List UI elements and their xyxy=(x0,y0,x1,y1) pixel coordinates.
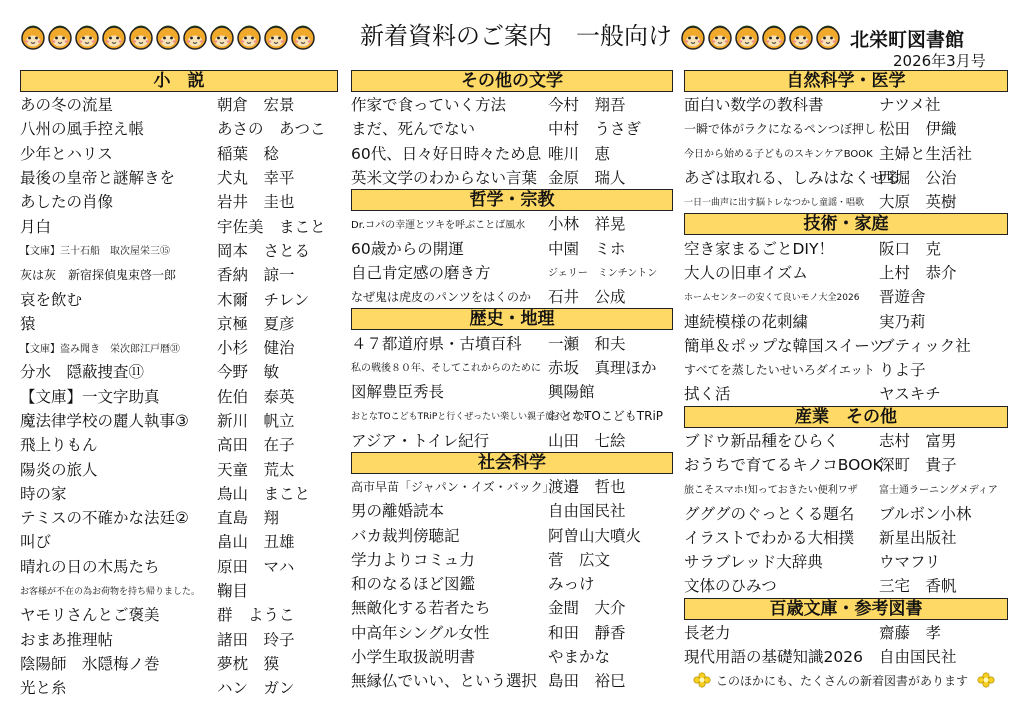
book-title: あの冬の流星 xyxy=(20,96,114,115)
book-author: 高田 在子 xyxy=(217,436,295,455)
book-title: 【文庫】盗み聞き 栄次郎江戸暦㉛ xyxy=(20,343,180,355)
pear-mascot-icon xyxy=(263,24,289,50)
book-title: お客様が不在の為お荷物を持ち帰りました。 xyxy=(20,586,201,597)
book-author: 志村 富男 xyxy=(879,431,957,450)
book-entry xyxy=(684,549,1008,573)
book-title: なぜ鬼は虎皮のパンツをはくのか xyxy=(351,289,532,304)
book-title: ヤモリさんとご褒美 xyxy=(20,606,160,625)
book-title: あざは取れる、しみはなくせる xyxy=(684,169,902,188)
book-entry xyxy=(684,573,1008,597)
book-title: 英米文学のわからない言葉 xyxy=(351,169,538,188)
book-title: 60代、日々好日時々ため息 xyxy=(351,144,542,163)
book-title: 晴れの日の木馬たち xyxy=(20,557,160,576)
book-entry xyxy=(684,92,1008,116)
book-entry xyxy=(20,432,338,456)
book-title: 拭く活 xyxy=(684,385,731,404)
section-heading: 産業 その他 xyxy=(684,406,1008,428)
book-entry xyxy=(20,189,338,213)
book-author: 岩井 圭也 xyxy=(217,193,295,212)
book-entry xyxy=(20,286,338,310)
book-title: 魔法律学校の麗人執事③ xyxy=(20,412,189,430)
page-title: 新着資料のご案内 一般向け xyxy=(360,22,672,50)
book-entry xyxy=(20,675,338,699)
book-entry xyxy=(351,595,673,619)
book-author: 諸田 玲子 xyxy=(217,630,295,649)
book-title: 哀を飲む xyxy=(20,290,83,309)
book-author: 晋遊舎 xyxy=(879,288,926,307)
book-entry xyxy=(351,116,673,140)
book-author: 直島 翔 xyxy=(217,509,280,528)
book-author: 小林 祥晃 xyxy=(548,215,626,234)
book-title: 和のなるほど図鑑 xyxy=(351,575,476,594)
book-entry xyxy=(20,529,338,553)
section-heading: その他の文学 xyxy=(351,70,673,92)
book-author: 今村 翔吾 xyxy=(548,96,626,115)
book-author: ウマフリ xyxy=(879,553,941,572)
book-entry xyxy=(684,260,1008,284)
book-author: 金原 瑞人 xyxy=(548,169,626,188)
book-title: おまあ推理帖 xyxy=(20,630,114,649)
book-title: すべてを蒸したいせいろダイエット xyxy=(684,362,875,377)
section-heading: 小 説 xyxy=(20,70,338,92)
pear-mascot-icon xyxy=(47,24,73,50)
section-heading: 社会科学 xyxy=(351,452,673,474)
book-title: テミスの不確かな法廷② xyxy=(20,509,189,528)
book-entry xyxy=(684,235,1008,259)
book-title: 作家で食っていく方法 xyxy=(351,96,507,115)
pear-mascot-icon xyxy=(209,24,235,50)
book-title: 中高年シングル女性 xyxy=(351,623,490,642)
issue-date: 2026年3月号 xyxy=(893,52,986,70)
book-author: 富士通ラーニングメディア xyxy=(879,484,998,496)
book-entry xyxy=(20,408,338,432)
book-entry xyxy=(684,500,1008,524)
book-entry xyxy=(684,333,1008,357)
book-entry xyxy=(20,92,338,116)
pear-mascot-icon xyxy=(734,24,760,50)
book-title: 飛上りもん xyxy=(20,436,98,455)
book-author: 自由国民社 xyxy=(548,502,626,521)
book-entry xyxy=(20,578,338,602)
book-author: ブルボン小林 xyxy=(879,504,972,523)
book-title: 大人の旧車イズム xyxy=(684,263,808,282)
book-title: おとなTOこどもTRiPと行くぜったい楽しい親子旅バイブル xyxy=(351,411,590,422)
book-author: 菅 広文 xyxy=(548,550,611,569)
flower-icon xyxy=(692,672,712,688)
book-entry xyxy=(684,525,1008,549)
book-author: 上村 恭介 xyxy=(879,263,957,282)
mascot-row-left xyxy=(20,24,317,50)
section-heading: 哲学・宗教 xyxy=(351,189,673,211)
book-title: グググのぐっとくる題名 xyxy=(684,504,855,523)
book-title: 空き家まるごとDIY！ xyxy=(684,239,834,258)
book-author: 赤坂 真理ほか xyxy=(548,358,657,377)
book-title: 猿 xyxy=(20,314,36,333)
book-entry xyxy=(20,311,338,335)
book-entry xyxy=(684,357,1008,381)
flower-icon xyxy=(976,672,996,688)
book-entry xyxy=(20,627,338,651)
book-title: 現代用語の基礎知識2026 xyxy=(684,648,863,667)
book-entry xyxy=(684,308,1008,332)
book-author: ジェリー ミンチントン xyxy=(548,268,658,280)
book-title: 旅こそスマホ!知っておきたい便利ワザ xyxy=(684,484,858,496)
book-entry xyxy=(351,260,673,284)
book-entry xyxy=(684,644,1008,668)
pear-mascot-icon xyxy=(182,24,208,50)
pear-mascot-icon xyxy=(20,24,46,50)
mascot-row-right xyxy=(680,24,842,50)
book-entry xyxy=(20,116,338,140)
book-title: 無敵化する若者たち xyxy=(351,599,491,618)
library-name: 北栄町図書館 xyxy=(850,29,965,51)
book-title: アジア・トイレ紀行 xyxy=(351,431,490,450)
book-author: 香納 諒一 xyxy=(217,266,295,285)
book-author: やまかな xyxy=(548,648,611,667)
book-title: 60歳からの開運 xyxy=(351,239,464,258)
book-author: 小杉 健治 xyxy=(217,339,295,358)
book-author: 松田 伊織 xyxy=(879,120,957,139)
book-title: 灰は灰 新宿探偵鬼束啓一郎 xyxy=(20,267,177,282)
book-author: 岡本 さとる xyxy=(217,241,311,260)
book-title: 小学生取扱説明書 xyxy=(351,648,476,667)
book-author: 新川 帆立 xyxy=(217,412,295,430)
book-entry xyxy=(20,165,338,189)
book-title: 【文庫】三十石船 取次屋栄三⑮ xyxy=(20,246,170,258)
book-entry xyxy=(684,381,1008,405)
book-author: 興陽館 xyxy=(548,383,595,402)
book-entry xyxy=(351,284,673,308)
book-title: 一瞬で体がラクになるペンつぼ押し xyxy=(684,121,877,136)
book-title: ホームセンターの安くて良いモノ大全2026 xyxy=(684,292,860,303)
book-title: 無縁仏でいい、という選択 xyxy=(351,672,538,691)
book-entry xyxy=(20,505,338,529)
book-author: 鳥山 まこと xyxy=(217,484,311,503)
book-title: 少年とハリス xyxy=(20,144,113,163)
book-title: 叫び xyxy=(20,533,52,552)
book-author: 原田 マハ xyxy=(217,557,295,576)
book-title: 文体のひみつ xyxy=(684,577,777,596)
book-title: 今日から始める子どものスキンケアBOOK xyxy=(684,149,873,161)
book-author: 鞠目 xyxy=(217,582,249,601)
book-entry xyxy=(20,602,338,626)
book-author: 山田 七絵 xyxy=(548,431,626,450)
book-title: 陽炎の旅人 xyxy=(20,460,98,479)
book-entry xyxy=(351,355,673,379)
book-title: 連続模様の花刺繍 xyxy=(684,312,809,331)
book-title: 時の家 xyxy=(20,484,67,503)
book-title: あしたの肖像 xyxy=(20,193,114,212)
book-author: 稲葉 稔 xyxy=(217,144,280,163)
book-entry xyxy=(351,141,673,165)
column-1 xyxy=(20,70,338,699)
book-author: 天童 荒太 xyxy=(217,460,295,479)
book-author: あさの あつこ xyxy=(217,120,326,139)
book-entry xyxy=(20,651,338,675)
footer-note-text: このほかにも、たくさんの新着図書があります xyxy=(716,673,969,688)
book-entry xyxy=(351,498,673,522)
book-author: 畠山 丑雄 xyxy=(217,533,295,552)
book-author: 和田 靜香 xyxy=(548,623,626,642)
pear-mascot-icon xyxy=(101,24,127,50)
book-author: 島田 裕巳 xyxy=(548,672,626,691)
book-entry xyxy=(684,284,1008,308)
pear-mascot-icon xyxy=(707,24,733,50)
book-entry xyxy=(351,547,673,571)
book-entry xyxy=(351,428,673,452)
book-title: 図解豊臣秀長 xyxy=(351,383,445,402)
book-title: 面白い数学の教科書 xyxy=(684,96,824,115)
book-entry xyxy=(20,481,338,505)
book-entry xyxy=(20,384,338,408)
book-title: Dr.コパの幸運とツキを呼ぶことば風水 xyxy=(351,219,526,231)
book-title: 陰陽師 氷隠梅ノ巻 xyxy=(20,654,160,673)
pear-mascot-icon xyxy=(680,24,706,50)
book-author: 自由国民社 xyxy=(879,648,957,667)
pear-mascot-icon xyxy=(788,24,814,50)
book-title: バカ裁判傍聴記 xyxy=(351,526,460,545)
book-author: 犬丸 幸平 xyxy=(217,169,295,188)
book-author: 宇佐美 まこと xyxy=(217,217,326,236)
pear-mascot-icon xyxy=(74,24,100,50)
book-entry xyxy=(684,452,1008,476)
book-entry xyxy=(351,211,673,235)
book-title: 月白 xyxy=(20,217,52,236)
book-author: 実乃莉 xyxy=(879,312,926,331)
book-entry xyxy=(351,403,673,427)
pear-mascot-icon xyxy=(761,24,787,50)
book-author: 主婦と生活社 xyxy=(879,144,973,163)
book-entry xyxy=(20,554,338,578)
book-entry xyxy=(351,474,673,498)
book-author: 群 ようこ xyxy=(217,606,295,625)
book-entry xyxy=(20,262,338,286)
book-title: 一日一曲声に出す脳トレなつかし童謡・唱歌 xyxy=(684,197,865,208)
pear-mascot-icon xyxy=(815,24,841,50)
book-title: 高市早苗「ジャパン・イズ・バック」 xyxy=(351,479,555,494)
book-title: ブドウ新品種をひらく xyxy=(684,431,840,450)
footer-note xyxy=(684,668,1008,692)
book-author: 朝倉 宏景 xyxy=(217,96,295,115)
book-entry xyxy=(351,571,673,595)
book-author: 中村 うさぎ xyxy=(548,120,642,139)
book-author: りよ子 xyxy=(879,361,926,380)
book-author: 中園 ミホ xyxy=(548,239,626,258)
book-author: 石井 公成 xyxy=(548,288,626,307)
book-title: 男の離婚読本 xyxy=(351,502,445,521)
book-author: 佐伯 泰英 xyxy=(217,387,295,406)
book-entry xyxy=(351,330,673,354)
book-entry xyxy=(20,141,338,165)
book-entry xyxy=(684,189,1008,213)
pear-mascot-icon xyxy=(290,24,316,50)
book-title: ４７都道府県・古墳百科 xyxy=(351,334,522,353)
book-title: 分水 隠蔽捜査⑪ xyxy=(20,363,145,382)
section-heading: 百歳文庫・参考図書 xyxy=(684,598,1008,620)
book-author: ナツメ社 xyxy=(879,96,941,115)
book-title: 光と糸 xyxy=(20,679,67,698)
book-author: みっけ xyxy=(548,575,595,594)
book-author: おとなTOこどもTRiP xyxy=(548,408,664,423)
book-title: 八州の風手控え帳 xyxy=(20,120,145,139)
book-entry xyxy=(684,165,1008,189)
book-author: 金間 大介 xyxy=(548,599,626,618)
book-author: ヤスキチ xyxy=(879,385,941,404)
book-title: 簡単＆ポップな韓国スイーツ xyxy=(684,336,885,355)
book-title: 長老力 xyxy=(684,623,731,642)
book-entry xyxy=(351,379,673,403)
book-entry xyxy=(351,165,673,189)
book-entry xyxy=(684,476,1008,500)
book-author: 一瀬 和夫 xyxy=(548,334,626,353)
book-entry xyxy=(20,359,338,383)
book-entry xyxy=(20,238,338,262)
book-title: 私の戦後８０年、そしてこれからのために xyxy=(351,363,541,375)
book-entry xyxy=(351,644,673,668)
column-2 xyxy=(351,70,673,693)
page-header xyxy=(0,0,1024,70)
book-author: 齋藤 孝 xyxy=(879,623,942,642)
book-entry xyxy=(351,522,673,546)
book-entry xyxy=(20,335,338,359)
book-title: まだ、死んでない xyxy=(351,120,476,139)
book-author: 西堀 公治 xyxy=(879,169,957,188)
book-author: 今野 敏 xyxy=(217,363,280,382)
section-heading: 自然科学・医学 xyxy=(684,70,1008,92)
book-author: 木爾 チレン xyxy=(217,290,310,309)
book-entry xyxy=(351,668,673,692)
book-author: 三宅 香帆 xyxy=(879,577,957,596)
book-entry xyxy=(684,141,1008,165)
book-entry xyxy=(684,428,1008,452)
book-entry xyxy=(20,213,338,237)
book-author: 深町 貴子 xyxy=(879,456,957,474)
book-author: 新星出版社 xyxy=(879,528,957,547)
book-title: 最後の皇帝と謎解きを xyxy=(20,169,176,188)
pear-mascot-icon xyxy=(155,24,181,50)
book-author: ブティック社 xyxy=(879,336,971,355)
book-entry xyxy=(684,620,1008,644)
book-title: 学力よりコミュ力 xyxy=(351,550,475,569)
book-author: ハン ガン xyxy=(217,679,295,698)
section-heading: 歴史・地理 xyxy=(351,308,673,330)
book-author: 渡邉 哲也 xyxy=(548,478,626,496)
section-heading: 技術・家庭 xyxy=(684,213,1008,235)
book-title: 【文庫】一文字助真 xyxy=(20,387,160,406)
pear-mascot-icon xyxy=(236,24,262,50)
book-entry xyxy=(351,92,673,116)
book-author: 唯川 恵 xyxy=(548,144,611,163)
book-author: 大原 英樹 xyxy=(879,193,957,212)
book-title: イラストでわかる大相撲 xyxy=(684,528,855,547)
book-entry xyxy=(684,116,1008,140)
book-author: 阪口 克 xyxy=(879,239,942,258)
column-3 xyxy=(684,70,1008,692)
book-author: 夢枕 獏 xyxy=(217,654,280,673)
book-entry xyxy=(351,235,673,259)
book-title: サラブレッド大辞典 xyxy=(684,553,823,572)
book-author: 阿曽山大噴火 xyxy=(548,526,642,545)
book-entry xyxy=(20,456,338,480)
book-title: おうちで育てるキノコBOOK xyxy=(684,456,883,474)
pear-mascot-icon xyxy=(128,24,154,50)
book-entry xyxy=(351,620,673,644)
book-author: 京極 夏彦 xyxy=(217,314,295,333)
book-title: 自己肯定感の磨き方 xyxy=(351,263,491,282)
